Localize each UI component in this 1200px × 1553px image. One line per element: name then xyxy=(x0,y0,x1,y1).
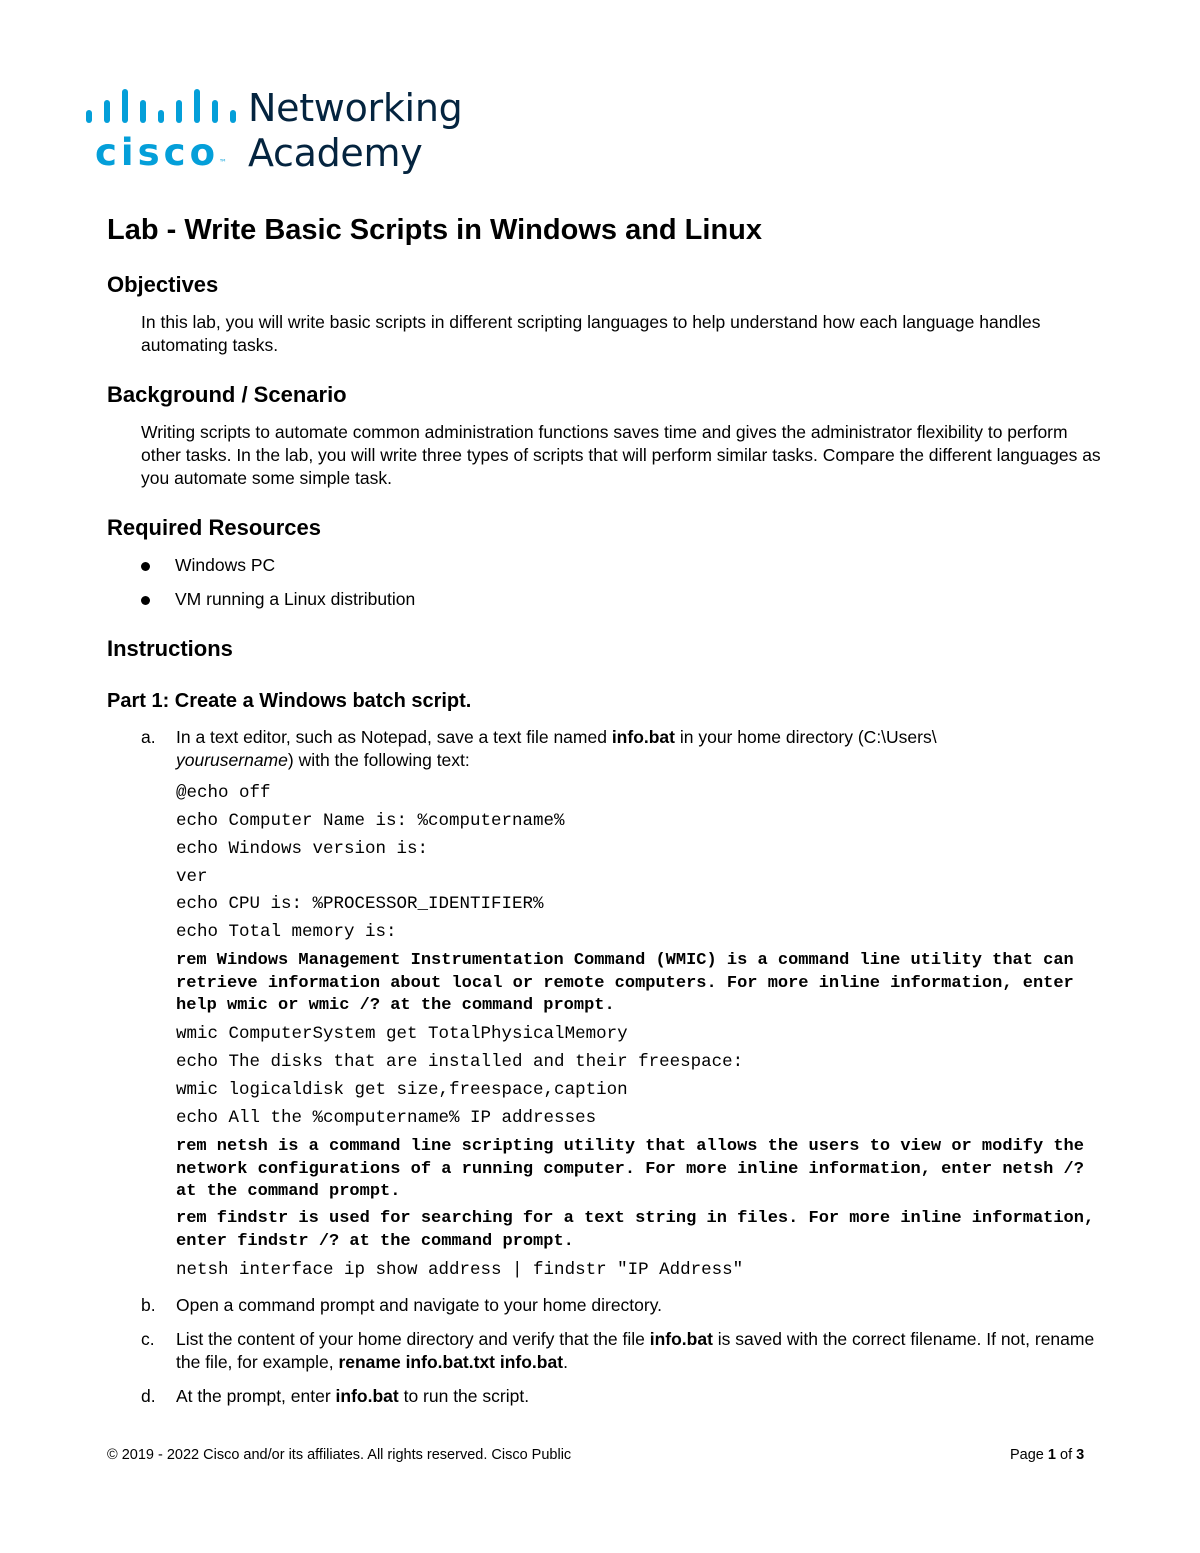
step-d-text: At the prompt, enter info.bat to run the script. xyxy=(176,1386,530,1406)
code-line: ver xyxy=(176,867,208,887)
bullet-icon xyxy=(141,596,150,605)
code-line: echo CPU is: %PROCESSOR_IDENTIFIER% xyxy=(176,894,544,914)
footer-copyright: © 2019 - 2022 Cisco and/or its affiliates. All rights reserved. Cisco Public xyxy=(107,1447,572,1463)
filename: info.bat xyxy=(335,1386,399,1406)
step-letter: a. xyxy=(141,727,156,747)
step-a-text: In a text editor, such as Notepad, save a text file named info.bat in your home directory (C:\Users\ yourusername) with the following text: xyxy=(176,727,937,770)
rename-command: rename info.bat.txt info.bat xyxy=(338,1352,564,1372)
background-text: Writing scripts to automate common administration functions saves time and gives the administrator flexibility to perform other tasks. In the lab, you will write three types of scripts that will perform similar tasks. Compare the different languages as you automate some simple task. xyxy=(141,422,1101,488)
code-line: echo Windows version is: xyxy=(176,839,429,859)
code-line: netsh interface ip show address | findstr "IP Address" xyxy=(176,1260,744,1280)
code-line: echo All the %computername% IP addresses xyxy=(176,1108,597,1128)
resources-heading: Required Resources xyxy=(107,515,321,540)
code-line: echo The disks that are installed and their freespace: xyxy=(176,1052,744,1072)
bullet-icon xyxy=(141,562,150,571)
brand-line-1: Networking xyxy=(248,86,463,130)
step-letter: c. xyxy=(141,1329,155,1349)
cisco-wordmark: cisco™ xyxy=(95,131,227,174)
list-item-text: VM running a Linux distribution xyxy=(175,589,416,609)
list-item-text: Windows PC xyxy=(175,555,276,575)
part1-heading: Part 1: Create a Windows batch script. xyxy=(107,690,472,712)
code-line: wmic logicaldisk get size,freespace,caption xyxy=(176,1080,628,1100)
code-comment: rem Windows Management Instrumentation Command (WMIC) is a command line utility that can retrieve information about local or remote computers. For more inline information, enter help wmic or wmic /? at the command prompt. xyxy=(176,951,1084,1015)
page-number: Page 1 of 3 xyxy=(1010,1447,1085,1463)
step-letter: b. xyxy=(141,1295,156,1315)
username-placeholder: yourusername xyxy=(176,750,288,770)
background-heading: Background / Scenario xyxy=(107,382,347,407)
filename: info.bat xyxy=(611,727,675,747)
cisco-bridge-icon xyxy=(84,86,254,126)
objectives-heading: Objectives xyxy=(107,272,219,297)
step-letter: d. xyxy=(141,1386,156,1406)
code-line: echo Computer Name is: %computername% xyxy=(176,811,565,831)
objectives-text: In this lab, you will write basic scripts in different scripting languages to help understand how each language handles automating tasks. xyxy=(141,312,1041,355)
code-comment: rem netsh is a command line scripting utility that allows the users to view or modify the network configurations of a running computer. For more inline information, enter netsh /? at the command prompt. xyxy=(176,1137,1095,1201)
step-b-text: Open a command prompt and navigate to your home directory. xyxy=(176,1295,663,1315)
brand-name xyxy=(248,86,462,176)
brand-line-2: Academy xyxy=(248,131,423,175)
code-line: @echo off xyxy=(176,783,271,803)
filename: info.bat xyxy=(649,1329,713,1349)
code-line: echo Total memory is: xyxy=(176,922,397,942)
page-title: Lab - Write Basic Scripts in Windows and Linux xyxy=(107,214,763,246)
step-c-text: List the content of your home directory and verify that the file info.bat is saved with the correct filename. If not, rename the file, for example, rename info.bat.txt info.bat. xyxy=(176,1329,1095,1372)
code-line: wmic ComputerSystem get TotalPhysicalMemory xyxy=(176,1024,628,1044)
code-comment: rem findstr is used for searching for a text string in files. For more inline information, enter findstr /? at the command prompt. xyxy=(176,1209,1105,1251)
instructions-heading: Instructions xyxy=(107,636,233,661)
